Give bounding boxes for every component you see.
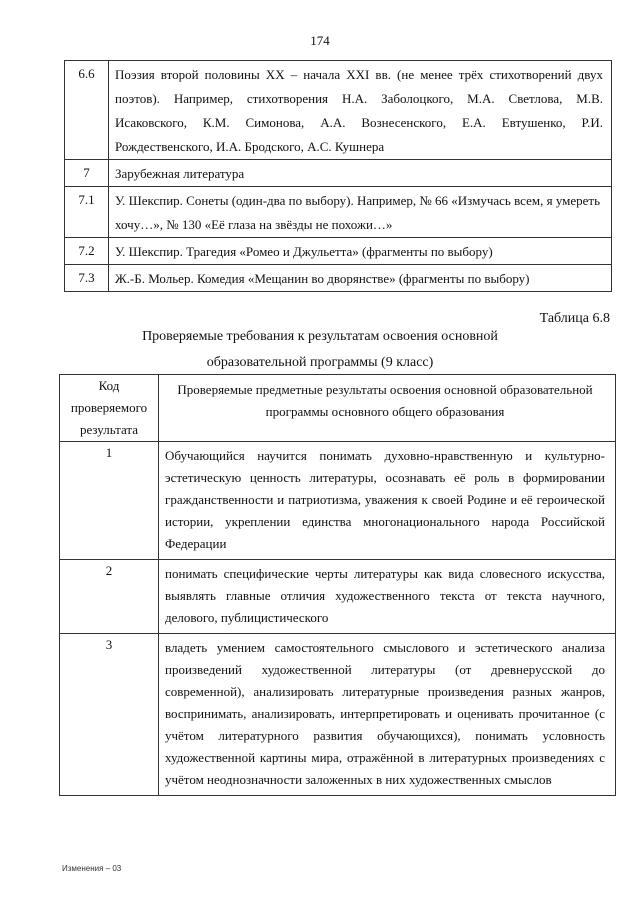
result-description: Обучающийся научится понимать духовно-нравственную и культурно-эстетическую ценность литературы, осознавать её роль в формировании гражданственности и патриотизма, уважения к своей Родине и её героической истории, укреплении единства многонационального народа Российской Федерации bbox=[159, 442, 616, 560]
section-number: 7 bbox=[65, 160, 109, 187]
page-number: 174 bbox=[310, 33, 330, 48]
section-number: 7.1 bbox=[65, 187, 109, 238]
section-text: Поэзия второй половины XX – начала XXI вв. (не менее трёх стихотворений двух поэтов). Например, стихотворения Н.А. Заболоцкого, М.А. Светлова, М.В. Исаковского, К.М. Симонова, А.А. Вознесенского, Е.А. Евтушенко, Р.И. Рождественского, И.А. Бродского, А.С. Кушнера bbox=[109, 61, 612, 160]
literature-list-table bbox=[64, 60, 612, 292]
table-row bbox=[60, 442, 616, 560]
result-description: владеть умением самостоятельного смыслового и эстетического анализа произведений художественной литературы (от древнерусской до современной), анализировать литературные произведения разных жанров, воспринимать, анализировать, интерпретировать и оценивать прочитанное (с учётом литературного развития обучающихся), понимать условность художественной картины мира, отражённой в литературных произведениях с учётом неоднозначности заложенных в них художественных смыслов bbox=[159, 634, 616, 796]
section-text: Ж.-Б. Мольер. Комедия «Мещанин во дворянстве» (фрагменты по выбору) bbox=[109, 265, 612, 292]
table-row bbox=[65, 265, 612, 292]
table-row bbox=[65, 160, 612, 187]
requirements-table bbox=[59, 374, 616, 796]
section-number: 7.2 bbox=[65, 238, 109, 265]
table-row bbox=[65, 61, 612, 160]
result-description: понимать специфические черты литературы как вида словесного искусства, выявлять главные отличия художественного текста от текста научного, делового, публицистического bbox=[159, 560, 616, 634]
result-code: 3 bbox=[60, 634, 159, 796]
header-description: Проверяемые предметные результаты освоения основной образовательной программы основного общего образования bbox=[159, 375, 616, 442]
section-text: Зарубежная литература bbox=[109, 160, 612, 187]
section-number: 7.3 bbox=[65, 265, 109, 292]
header-code: Код проверяемого результата bbox=[60, 375, 159, 442]
section-text: У. Шекспир. Сонеты (один-два по выбору). Например, № 66 «Измучась всем, я умереть хочу…», № 130 «Её глаза на звёзды не похожи…» bbox=[109, 187, 612, 238]
table-row bbox=[60, 634, 616, 796]
table-label: Таблица 6.8 bbox=[539, 311, 610, 326]
table-caption-line-2: образовательной программы (9 класс) bbox=[206, 355, 434, 370]
table-row bbox=[60, 560, 616, 634]
result-code: 1 bbox=[60, 442, 159, 560]
section-number: 6.6 bbox=[65, 61, 109, 160]
table-caption-line-1: Проверяемые требования к результатам освоения основной bbox=[142, 329, 498, 344]
section-text: У. Шекспир. Трагедия «Ромео и Джульетта» (фрагменты по выбору) bbox=[109, 238, 612, 265]
result-code: 2 bbox=[60, 560, 159, 634]
table-row bbox=[65, 238, 612, 265]
footer-revision: Изменения – 03 bbox=[62, 864, 122, 873]
table-header-row bbox=[60, 375, 616, 442]
table-row bbox=[65, 187, 612, 238]
